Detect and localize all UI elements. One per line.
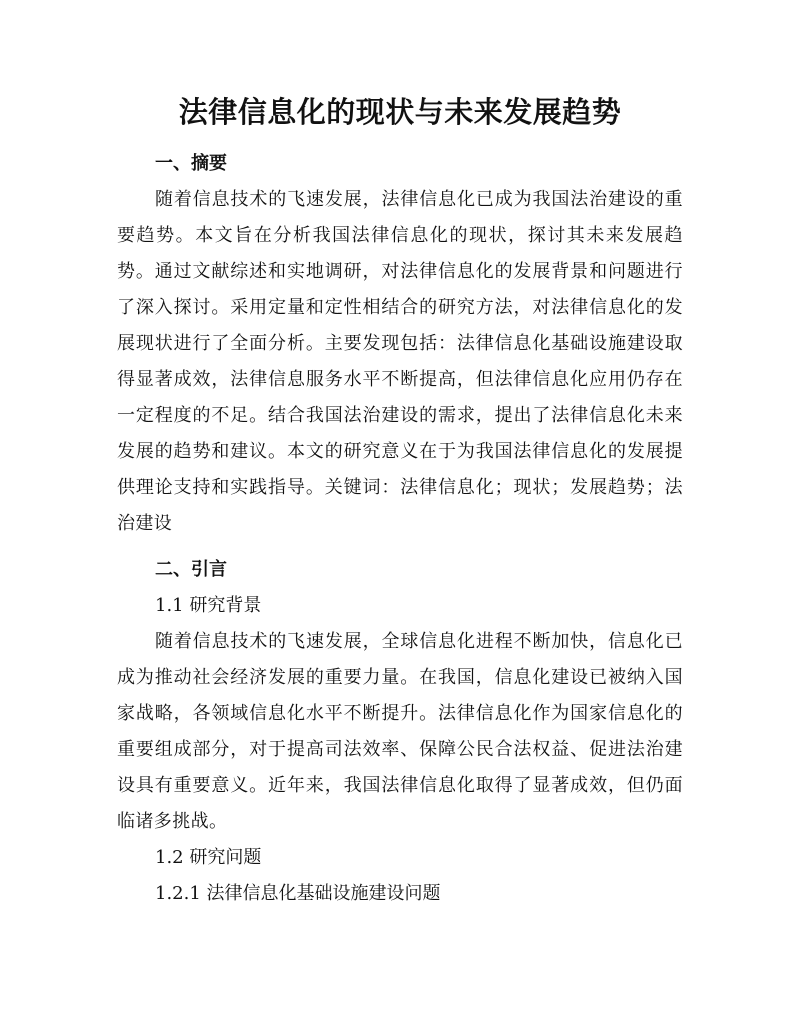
document-title: 法律信息化的现状与未来发展趋势 — [178, 95, 622, 129]
research-background-paragraph: 随着信息技术的飞速发展，全球信息化进程不断加快，信息化已成为推动社会经济发展的重要力量。在我国，信息化建设已被纳入国家战略，各领域信息化水平不断提升。法律信息化作为国家信息化的重要组成部分，对于提高司法效率、保障公民合法权益、促进法治建设具有重要意义。近年来，我国法律信息化取得了显著成效，但仍面临诸多挑战。 — [117, 631, 683, 832]
abstract-paragraph: 随着信息技术的飞速发展，法律信息化已成为我国法治建设的重要趋势。本文旨在分析我国法律信息化的现状，探讨其未来发展趋势。通过文献综述和实地调研，对法律信息化的发展背景和问题进行了深入探讨。采用定量和定性相结合的研究方法，对法律信息化的发展现状进行了全面分析。主要发现包括：法律信息化基础设施建设取得显著成效，法律信息服务水平不断提高，但法律信息化应用仍存在一定程度的不足。结合我国法治建设的需求，提出了法律信息化未来发展的趋势和建议。本文的研究意义在于为我国法律信息化的发展提供理论支持和实践指导。关键词：法律信息化；现状；发展趋势；法治建设 — [117, 189, 683, 534]
infrastructure-question-heading: 1.2.1 法律信息化基础设施建设问题 — [155, 883, 441, 904]
abstract-heading: 一、摘要 — [155, 153, 227, 174]
research-background-heading: 1.1 研究背景 — [155, 595, 262, 616]
introduction-heading: 二、引言 — [155, 559, 227, 580]
research-questions-heading: 1.2 研究问题 — [155, 847, 262, 868]
